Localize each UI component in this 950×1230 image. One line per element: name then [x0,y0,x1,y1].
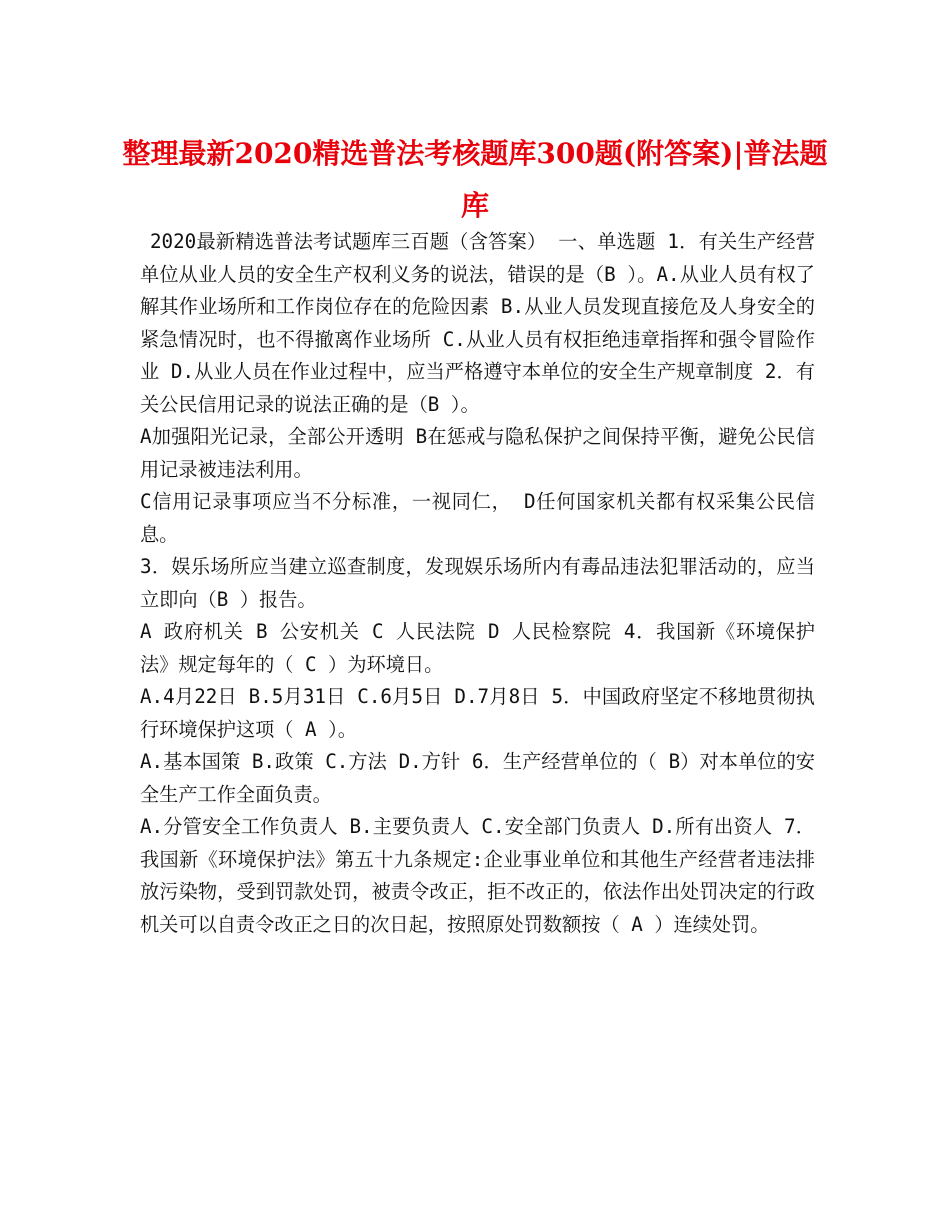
paragraph-q2-options-cd: C信用记录事项应当不分标准，一视同仁， D任何国家机关都有权采集公民信息。 [140,490,815,546]
paragraph-q6-options-q7: A.分管安全工作负责人 B.主要负责人 C.安全部门负责人 D.所有出资人 7．我国新《环境保护法》第五十九条规定:企业事业单位和其他生产经营者违法排放污染物，受到罚款处罚，被责令改正，拒不改正的，依法作出处罚决定的行政机关可以自责令改正之日的次日起，按照原处罚数额按（ A ）连续处罚。 [140,815,815,936]
document-body [140,226,815,941]
paragraph-q5-options-q6: A.基本国策 B.政策 C.方法 D.方针 6．生产经营单位的（ B）对本单位的安全生产工作全面负责。 [140,750,815,806]
paragraph-q3-options-q4: A 政府机关 B 公安机关 C 人民法院 D 人民检察院 4．我国新《环境保护法》规定每年的（ C ）为环境日。 [140,620,815,676]
paragraph-q2-options-ab: A加强阳光记录，全部公开透明 B在惩戒与隐私保护之间保持平衡，避免公民信用记录被违法利用。 [140,425,815,481]
paragraph-q3: 3．娱乐场所应当建立巡查制度，发现娱乐场所内有毒品违法犯罪活动的，应当立即向（B ）报告。 [140,555,815,611]
paragraph-q4-options-q5: A.4月22日 B.5月31日 C.6月5日 D.7月8日 5．中国政府坚定不移地贯彻执行环境保护这项（ A ）。 [140,685,815,741]
document-title: 整理最新2020精选普法考核题库300题(附答案)|普法题库 [122,137,828,222]
paragraph-intro-q1-q2: 2020最新精选普法考试题库三百题（含答案） 一、单选题 1．有关生产经营单位从业人员的安全生产权利义务的说法，错误的是（B ）。A.从业人员有权了解其作业场所和工作岗位存在的危险因素 B.从业人员发现直接危及人身安全的紧急情况时，也不得撤离作业场所 C.从业人员有权拒绝违章指挥和强令冒险作业 D.从业人员在作业过程中，应当严格遵守本单位的安全生产规章制度 2．有关公民信用记录的说法正确的是（B ）。 [140,230,815,416]
